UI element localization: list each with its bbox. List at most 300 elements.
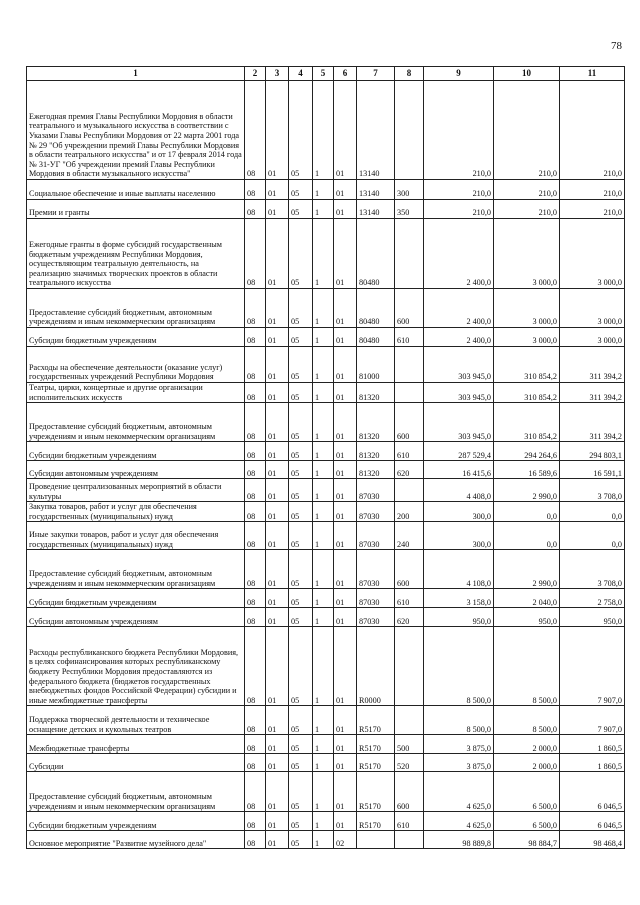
- cell-amount-year1: 4 625,0: [424, 772, 494, 812]
- cell-name: Иные закупки товаров, работ и услуг для обеспечения государственных (муниципальных) нужд: [27, 522, 245, 550]
- cell-ministry: 08: [245, 219, 266, 289]
- table-body: [27, 81, 625, 849]
- cell-program: 1: [313, 461, 334, 479]
- cell-amount-year2: 98 884,7: [494, 831, 560, 849]
- header-cell-name: 1: [27, 67, 245, 81]
- cell-section: 01: [266, 81, 289, 180]
- cell-name: Социальное обеспечение и иные выплаты населению: [27, 180, 245, 200]
- cell-ministry: 08: [245, 289, 266, 328]
- cell-amount-year2: 2 040,0: [494, 589, 560, 608]
- cell-program: 1: [313, 180, 334, 200]
- cell-section: 01: [266, 328, 289, 347]
- cell-amount-year1: 2 400,0: [424, 328, 494, 347]
- cell-name: Поддержка творческой деятельности и техническое оснащение детских и кукольных театров: [27, 706, 245, 735]
- cell-subprogram: 01: [334, 383, 357, 403]
- cell-target-code: 81320: [357, 383, 395, 403]
- cell-amount-year3: 98 468,4: [560, 831, 625, 849]
- cell-program: 1: [313, 706, 334, 735]
- cell-ministry: 08: [245, 706, 266, 735]
- cell-amount-year2: 2 990,0: [494, 550, 560, 589]
- cell-program: 1: [313, 772, 334, 812]
- cell-amount-year2: 6 500,0: [494, 772, 560, 812]
- cell-program: 1: [313, 81, 334, 180]
- header-cell-amount-year3: 11: [560, 67, 625, 81]
- cell-name: Субсидии бюджетным учреждениям: [27, 589, 245, 608]
- table-row: [27, 219, 625, 289]
- cell-amount-year3: 7 907,0: [560, 627, 625, 706]
- cell-section: 01: [266, 442, 289, 461]
- cell-amount-year3: 3 708,0: [560, 550, 625, 589]
- table-header: [27, 67, 625, 81]
- cell-subsection: 05: [289, 200, 313, 219]
- cell-target-code: R5170: [357, 706, 395, 735]
- header-cell-expense-type: 8: [395, 67, 424, 81]
- table-row: [27, 608, 625, 627]
- cell-section: 01: [266, 522, 289, 550]
- cell-target-code: 13140: [357, 81, 395, 180]
- cell-target-code: 81320: [357, 403, 395, 442]
- cell-subsection: 05: [289, 772, 313, 812]
- cell-ministry: 08: [245, 627, 266, 706]
- cell-ministry: 08: [245, 589, 266, 608]
- cell-ministry: 08: [245, 180, 266, 200]
- cell-target-code: R5170: [357, 754, 395, 772]
- cell-subsection: 05: [289, 608, 313, 627]
- cell-name: Субсидии: [27, 754, 245, 772]
- cell-subprogram: 02: [334, 831, 357, 849]
- cell-name: Расходы республиканского бюджета Республики Мордовия, в целях софинансирования которых республиканскому бюджету Республики Мордовия предоставляются из федерального бюджета (бюджетов государственных внебюджетных фондов Российской Федерации) субсидии и иные межбюджетные трансферты: [27, 627, 245, 706]
- cell-expense-type: 200: [395, 502, 424, 522]
- cell-expense-type: 600: [395, 550, 424, 589]
- cell-amount-year3: 311 394,2: [560, 383, 625, 403]
- cell-expense-type: 620: [395, 461, 424, 479]
- cell-section: 01: [266, 812, 289, 831]
- table-row: [27, 328, 625, 347]
- cell-section: 01: [266, 383, 289, 403]
- cell-subprogram: 01: [334, 81, 357, 180]
- cell-subprogram: 01: [334, 328, 357, 347]
- cell-section: 01: [266, 831, 289, 849]
- cell-amount-year1: 210,0: [424, 200, 494, 219]
- cell-subsection: 05: [289, 735, 313, 754]
- cell-section: 01: [266, 627, 289, 706]
- cell-subsection: 05: [289, 442, 313, 461]
- cell-subsection: 05: [289, 502, 313, 522]
- cell-section: 01: [266, 289, 289, 328]
- cell-amount-year3: 311 394,2: [560, 403, 625, 442]
- table-row: [27, 772, 625, 812]
- cell-amount-year3: 210,0: [560, 81, 625, 180]
- cell-subsection: 05: [289, 706, 313, 735]
- cell-section: 01: [266, 200, 289, 219]
- cell-expense-type: [395, 81, 424, 180]
- cell-expense-type: 300: [395, 180, 424, 200]
- cell-amount-year3: 1 860,5: [560, 754, 625, 772]
- cell-amount-year1: 3 875,0: [424, 735, 494, 754]
- cell-amount-year3: 210,0: [560, 200, 625, 219]
- table-row: [27, 479, 625, 502]
- cell-subsection: 05: [289, 522, 313, 550]
- cell-target-code: 87030: [357, 608, 395, 627]
- cell-amount-year1: 4 108,0: [424, 550, 494, 589]
- budget-table: [26, 66, 625, 849]
- header-cell-subprogram: 6: [334, 67, 357, 81]
- cell-expense-type: 610: [395, 812, 424, 831]
- cell-name: Предоставление субсидий бюджетным, автономным учреждениям и иным некоммерческим организациям: [27, 403, 245, 442]
- cell-subprogram: 01: [334, 479, 357, 502]
- cell-section: 01: [266, 735, 289, 754]
- cell-subsection: 05: [289, 403, 313, 442]
- header-cell-amount-year2: 10: [494, 67, 560, 81]
- cell-amount-year3: 294 803,1: [560, 442, 625, 461]
- cell-subprogram: 01: [334, 627, 357, 706]
- cell-target-code: 87030: [357, 502, 395, 522]
- cell-target-code: 81320: [357, 461, 395, 479]
- cell-target-code: 87030: [357, 479, 395, 502]
- cell-name: Проведение централизованных мероприятий в области культуры: [27, 479, 245, 502]
- cell-name: Межбюджетные трансферты: [27, 735, 245, 754]
- cell-expense-type: [395, 479, 424, 502]
- cell-name: Предоставление субсидий бюджетным, автономным учреждениям и иным некоммерческим организациям: [27, 289, 245, 328]
- cell-subsection: 05: [289, 81, 313, 180]
- header-cell-target-code: 7: [357, 67, 395, 81]
- cell-name: Расходы на обеспечение деятельности (оказание услуг) государственных учреждений Республики Мордовия: [27, 347, 245, 383]
- cell-program: 1: [313, 735, 334, 754]
- cell-subsection: 05: [289, 219, 313, 289]
- page-number: 78: [611, 40, 622, 52]
- table-row: [27, 812, 625, 831]
- cell-amount-year2: 0,0: [494, 502, 560, 522]
- cell-subsection: 05: [289, 627, 313, 706]
- cell-amount-year3: 3 000,0: [560, 289, 625, 328]
- cell-subsection: 05: [289, 589, 313, 608]
- cell-subsection: 05: [289, 550, 313, 589]
- cell-amount-year3: 3 708,0: [560, 479, 625, 502]
- cell-program: 1: [313, 442, 334, 461]
- cell-subsection: 05: [289, 461, 313, 479]
- cell-subsection: 05: [289, 831, 313, 849]
- cell-subprogram: 01: [334, 754, 357, 772]
- cell-subsection: 05: [289, 812, 313, 831]
- cell-amount-year1: 300,0: [424, 522, 494, 550]
- cell-subprogram: 01: [334, 550, 357, 589]
- cell-amount-year1: 16 415,6: [424, 461, 494, 479]
- table-row: [27, 442, 625, 461]
- table-row: [27, 461, 625, 479]
- cell-subsection: 05: [289, 180, 313, 200]
- cell-section: 01: [266, 772, 289, 812]
- cell-ministry: 08: [245, 772, 266, 812]
- cell-amount-year3: 950,0: [560, 608, 625, 627]
- cell-subprogram: 01: [334, 403, 357, 442]
- table-row: [27, 550, 625, 589]
- cell-program: 1: [313, 347, 334, 383]
- cell-amount-year2: 16 589,6: [494, 461, 560, 479]
- cell-amount-year1: 300,0: [424, 502, 494, 522]
- cell-expense-type: 500: [395, 735, 424, 754]
- cell-amount-year1: 8 500,0: [424, 706, 494, 735]
- cell-program: 1: [313, 200, 334, 219]
- cell-ministry: 08: [245, 735, 266, 754]
- table-row: [27, 502, 625, 522]
- cell-subsection: 05: [289, 328, 313, 347]
- table-row: [27, 627, 625, 706]
- cell-amount-year2: 2 000,0: [494, 735, 560, 754]
- cell-ministry: 08: [245, 81, 266, 180]
- cell-program: 1: [313, 502, 334, 522]
- cell-subprogram: 01: [334, 772, 357, 812]
- cell-program: 1: [313, 289, 334, 328]
- cell-amount-year3: 1 860,5: [560, 735, 625, 754]
- cell-section: 01: [266, 754, 289, 772]
- cell-ministry: 08: [245, 383, 266, 403]
- cell-amount-year1: 2 400,0: [424, 219, 494, 289]
- cell-ministry: 08: [245, 328, 266, 347]
- cell-amount-year1: 4 625,0: [424, 812, 494, 831]
- cell-amount-year1: 3 158,0: [424, 589, 494, 608]
- cell-expense-type: 610: [395, 442, 424, 461]
- cell-amount-year2: 210,0: [494, 180, 560, 200]
- cell-target-code: 80480: [357, 219, 395, 289]
- cell-name: Театры, цирки, концертные и другие организации исполнительских искусств: [27, 383, 245, 403]
- cell-amount-year3: 210,0: [560, 180, 625, 200]
- cell-ministry: 08: [245, 754, 266, 772]
- cell-amount-year2: 3 000,0: [494, 289, 560, 328]
- cell-subprogram: 01: [334, 219, 357, 289]
- cell-section: 01: [266, 479, 289, 502]
- cell-target-code: 81000: [357, 347, 395, 383]
- cell-amount-year1: 303 945,0: [424, 347, 494, 383]
- cell-program: 1: [313, 522, 334, 550]
- table-row: [27, 383, 625, 403]
- cell-expense-type: [395, 706, 424, 735]
- cell-section: 01: [266, 608, 289, 627]
- cell-amount-year1: 210,0: [424, 81, 494, 180]
- cell-amount-year2: 210,0: [494, 81, 560, 180]
- cell-program: 1: [313, 328, 334, 347]
- cell-amount-year2: 2 000,0: [494, 754, 560, 772]
- cell-section: 01: [266, 550, 289, 589]
- cell-program: 1: [313, 754, 334, 772]
- cell-subprogram: 01: [334, 180, 357, 200]
- cell-amount-year1: 2 400,0: [424, 289, 494, 328]
- cell-amount-year2: 294 264,6: [494, 442, 560, 461]
- cell-ministry: 08: [245, 502, 266, 522]
- cell-ministry: 08: [245, 347, 266, 383]
- cell-expense-type: 600: [395, 403, 424, 442]
- cell-section: 01: [266, 706, 289, 735]
- cell-amount-year3: 0,0: [560, 522, 625, 550]
- cell-subsection: 05: [289, 754, 313, 772]
- cell-section: 01: [266, 589, 289, 608]
- cell-amount-year2: 8 500,0: [494, 627, 560, 706]
- cell-ministry: 08: [245, 461, 266, 479]
- cell-program: 1: [313, 383, 334, 403]
- cell-target-code: [357, 831, 395, 849]
- table-row: [27, 403, 625, 442]
- cell-subprogram: 01: [334, 347, 357, 383]
- cell-amount-year3: 6 046,5: [560, 812, 625, 831]
- table-row: [27, 200, 625, 219]
- cell-target-code: R0000: [357, 627, 395, 706]
- cell-amount-year2: 310 854,2: [494, 383, 560, 403]
- cell-amount-year1: 287 529,4: [424, 442, 494, 461]
- cell-expense-type: 620: [395, 608, 424, 627]
- table-row: [27, 81, 625, 180]
- cell-program: 1: [313, 550, 334, 589]
- cell-subprogram: 01: [334, 706, 357, 735]
- cell-ministry: 08: [245, 442, 266, 461]
- table-row: [27, 180, 625, 200]
- cell-subprogram: 01: [334, 442, 357, 461]
- cell-name: Ежегодные гранты в форме субсидий государственным бюджетным учреждениям Республики Мордовия, осуществляющим театральную деятельность, на реализацию значимых творческих проектов в области театрального искусства: [27, 219, 245, 289]
- cell-amount-year3: 6 046,5: [560, 772, 625, 812]
- cell-subsection: 05: [289, 347, 313, 383]
- cell-amount-year3: 2 758,0: [560, 589, 625, 608]
- cell-program: 1: [313, 627, 334, 706]
- cell-amount-year3: 311 394,2: [560, 347, 625, 383]
- cell-amount-year3: 3 000,0: [560, 328, 625, 347]
- cell-expense-type: [395, 219, 424, 289]
- cell-target-code: 81320: [357, 442, 395, 461]
- cell-ministry: 08: [245, 479, 266, 502]
- cell-name: Премии и гранты: [27, 200, 245, 219]
- cell-amount-year3: 16 591,1: [560, 461, 625, 479]
- cell-section: 01: [266, 502, 289, 522]
- table-row: [27, 289, 625, 328]
- cell-target-code: 87030: [357, 522, 395, 550]
- cell-ministry: 08: [245, 812, 266, 831]
- header-cell-amount-year1: 9: [424, 67, 494, 81]
- cell-expense-type: [395, 383, 424, 403]
- cell-expense-type: 600: [395, 772, 424, 812]
- cell-subprogram: 01: [334, 502, 357, 522]
- cell-name: Субсидии автономным учреждениям: [27, 461, 245, 479]
- cell-amount-year1: 210,0: [424, 180, 494, 200]
- cell-expense-type: [395, 627, 424, 706]
- cell-section: 01: [266, 347, 289, 383]
- cell-program: 1: [313, 219, 334, 289]
- cell-expense-type: 350: [395, 200, 424, 219]
- cell-subprogram: 01: [334, 589, 357, 608]
- cell-expense-type: 610: [395, 328, 424, 347]
- cell-name: Основное мероприятие "Развитие музейного дела": [27, 831, 245, 849]
- cell-ministry: 08: [245, 608, 266, 627]
- cell-amount-year1: 3 875,0: [424, 754, 494, 772]
- header-cell-subsection: 4: [289, 67, 313, 81]
- cell-subprogram: 01: [334, 608, 357, 627]
- table-row: [27, 589, 625, 608]
- cell-amount-year1: 98 889,8: [424, 831, 494, 849]
- cell-name: Закупка товаров, работ и услуг для обеспечения государственных (муниципальных) нужд: [27, 502, 245, 522]
- cell-amount-year2: 6 500,0: [494, 812, 560, 831]
- cell-name: Субсидии бюджетным учреждениям: [27, 442, 245, 461]
- cell-name: Субсидии автономным учреждениям: [27, 608, 245, 627]
- cell-expense-type: 240: [395, 522, 424, 550]
- cell-subprogram: 01: [334, 735, 357, 754]
- cell-subsection: 05: [289, 289, 313, 328]
- header-cell-section: 3: [266, 67, 289, 81]
- cell-amount-year1: 4 408,0: [424, 479, 494, 502]
- cell-ministry: 08: [245, 831, 266, 849]
- cell-target-code: 87030: [357, 550, 395, 589]
- cell-amount-year1: 303 945,0: [424, 383, 494, 403]
- cell-subprogram: 01: [334, 812, 357, 831]
- cell-expense-type: [395, 347, 424, 383]
- cell-target-code: 80480: [357, 328, 395, 347]
- cell-program: 1: [313, 812, 334, 831]
- header-cell-program: 5: [313, 67, 334, 81]
- cell-subprogram: 01: [334, 289, 357, 328]
- cell-section: 01: [266, 403, 289, 442]
- cell-section: 01: [266, 461, 289, 479]
- cell-target-code: R5170: [357, 735, 395, 754]
- cell-amount-year3: 0,0: [560, 502, 625, 522]
- cell-program: 1: [313, 479, 334, 502]
- cell-target-code: 13140: [357, 200, 395, 219]
- table-row: [27, 735, 625, 754]
- cell-name: Предоставление субсидий бюджетным, автономным учреждениям и иным некоммерческим организациям: [27, 550, 245, 589]
- table-row: [27, 347, 625, 383]
- cell-amount-year1: 8 500,0: [424, 627, 494, 706]
- cell-section: 01: [266, 219, 289, 289]
- cell-name: Субсидии бюджетным учреждениям: [27, 328, 245, 347]
- cell-amount-year2: 3 000,0: [494, 328, 560, 347]
- cell-ministry: 08: [245, 550, 266, 589]
- cell-subprogram: 01: [334, 200, 357, 219]
- cell-target-code: 80480: [357, 289, 395, 328]
- cell-amount-year2: 2 990,0: [494, 479, 560, 502]
- cell-name: Субсидии бюджетным учреждениям: [27, 812, 245, 831]
- cell-target-code: R5170: [357, 772, 395, 812]
- cell-name: Ежегодная премия Главы Республики Мордовия в области театрального и музыкального искусства в соответствии с Указами Главы Республики Мордовия от 22 марта 2001 года № 29 "Об учреждении премий Главы Республики Мордовия в области театрального искусства" и от 17 февраля 2014 года № 31-УГ "Об учреждении премий Главы Республики Мордовия в области музыкального искусства": [27, 81, 245, 180]
- cell-target-code: 13140: [357, 180, 395, 200]
- table-row: [27, 706, 625, 735]
- cell-amount-year1: 950,0: [424, 608, 494, 627]
- cell-program: 1: [313, 608, 334, 627]
- cell-program: 1: [313, 589, 334, 608]
- cell-expense-type: 600: [395, 289, 424, 328]
- cell-amount-year2: 8 500,0: [494, 706, 560, 735]
- cell-amount-year1: 303 945,0: [424, 403, 494, 442]
- cell-ministry: 08: [245, 403, 266, 442]
- cell-amount-year3: 7 907,0: [560, 706, 625, 735]
- cell-subsection: 05: [289, 479, 313, 502]
- cell-subprogram: 01: [334, 461, 357, 479]
- table-row: [27, 522, 625, 550]
- cell-ministry: 08: [245, 522, 266, 550]
- cell-amount-year2: 0,0: [494, 522, 560, 550]
- cell-program: 1: [313, 831, 334, 849]
- cell-target-code: 87030: [357, 589, 395, 608]
- cell-expense-type: [395, 831, 424, 849]
- cell-amount-year2: 210,0: [494, 200, 560, 219]
- header-row: [27, 67, 625, 81]
- cell-subprogram: 01: [334, 522, 357, 550]
- cell-expense-type: 520: [395, 754, 424, 772]
- cell-amount-year2: 950,0: [494, 608, 560, 627]
- cell-amount-year2: 3 000,0: [494, 219, 560, 289]
- table-row: [27, 831, 625, 849]
- header-cell-ministry: 2: [245, 67, 266, 81]
- cell-name: Предоставление субсидий бюджетным, автономным учреждениям и иным некоммерческим организациям: [27, 772, 245, 812]
- cell-amount-year2: 310 854,2: [494, 347, 560, 383]
- cell-program: 1: [313, 403, 334, 442]
- cell-amount-year2: 310 854,2: [494, 403, 560, 442]
- cell-section: 01: [266, 180, 289, 200]
- cell-ministry: 08: [245, 200, 266, 219]
- cell-amount-year3: 3 000,0: [560, 219, 625, 289]
